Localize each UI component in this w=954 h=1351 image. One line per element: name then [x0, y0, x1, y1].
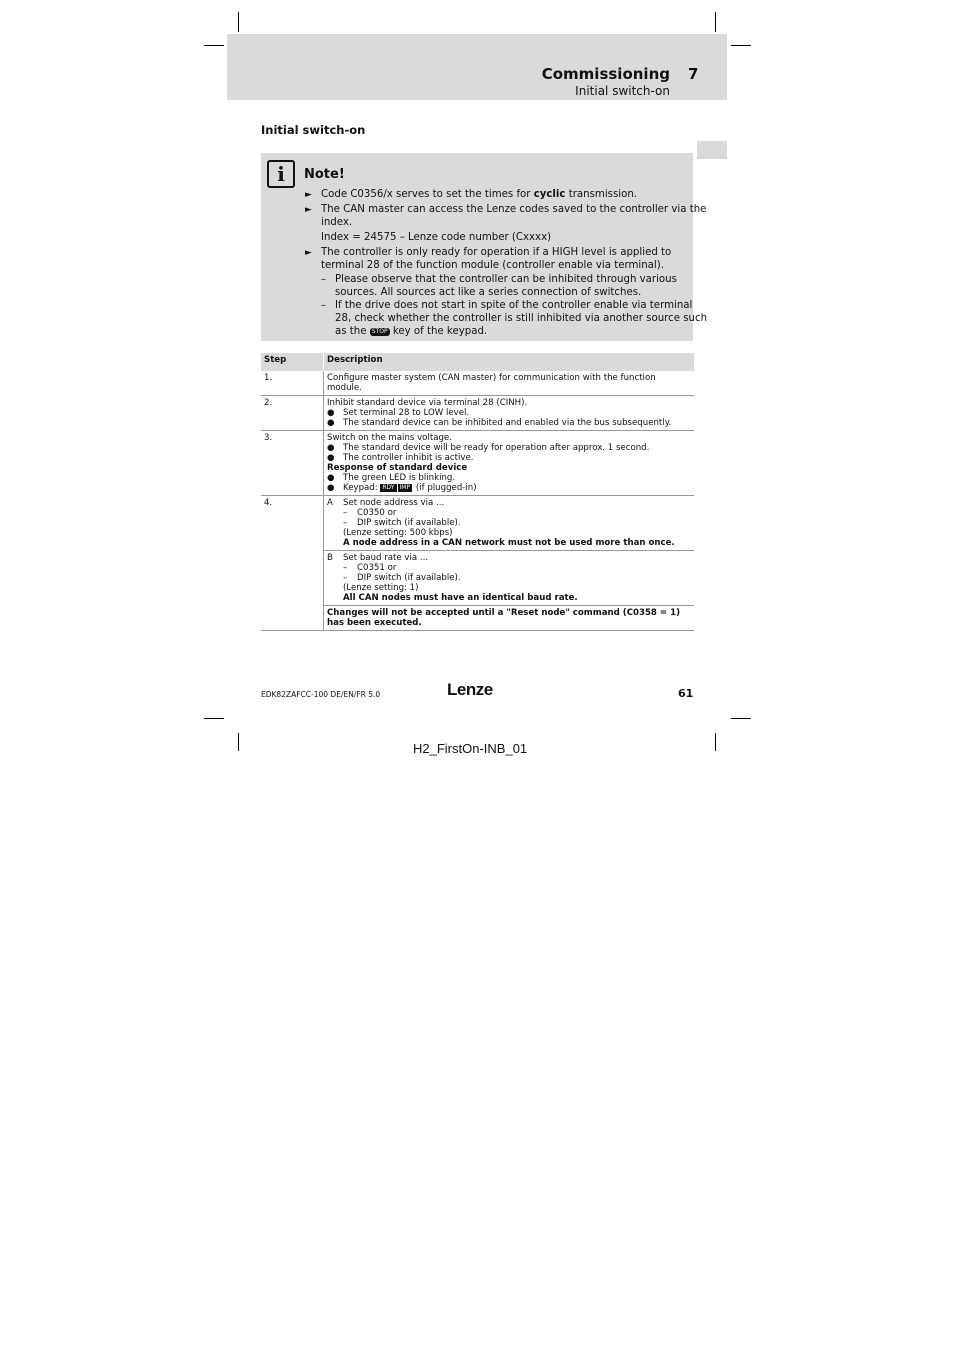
option-text: Set baud rate via ... [343, 553, 429, 563]
note-line: If the drive does not start in spite of the controller enable via terminal [335, 300, 693, 311]
list-item-text: (if plugged-in) [413, 483, 477, 493]
dash-icon: – [343, 508, 348, 518]
crop-mark [731, 718, 751, 719]
lenze-logo: Lenze [447, 680, 493, 699]
table-row [261, 606, 694, 631]
note-item-1-text [321, 188, 637, 201]
note-subitem-2 [321, 299, 326, 312]
chapter-number: 7 [688, 65, 699, 83]
note-line: Please observe that the controller can be inhibited through various [335, 274, 677, 285]
bullet-icon: ● [327, 483, 335, 493]
bullet-icon: ● [327, 473, 335, 483]
note-text: key of the keypad. [389, 326, 488, 337]
note-line: Index = 24575 – Lenze code number (Cxxxx) [321, 232, 552, 243]
step-number: 3. [261, 431, 324, 496]
option-text: Set node address via ... [343, 498, 445, 508]
bullet-icon: ● [327, 443, 335, 453]
page-number: 61 [678, 687, 694, 700]
option-b [327, 553, 691, 563]
step-number: 4. [261, 496, 324, 631]
arrow-icon: ► [305, 190, 312, 200]
imp-indicator-icon: IMP [399, 484, 411, 491]
note-subitem-1-text [335, 273, 677, 299]
list-item-text: DIP switch (if available). [357, 573, 461, 583]
rdy-indicator-icon: RDY [382, 484, 395, 491]
note-text: as the [335, 326, 370, 337]
bullet-icon: ● [327, 418, 335, 428]
note-line: The controller is only ready for operation if a HIGH level is applied to [321, 247, 672, 258]
lenze-setting: (Lenze setting: 500 kbps) [343, 528, 453, 538]
list-item [327, 483, 691, 493]
note-line: terminal 28 of the function module (controller enable via terminal). [321, 260, 664, 271]
list-item-text: Keypad: [343, 483, 381, 493]
note-line: 28, check whether the controller is still inhibited via another source such [335, 313, 708, 324]
list-item-text: C0350 or [357, 508, 397, 518]
dash-icon: – [343, 518, 348, 528]
note-line [335, 325, 707, 338]
list-item [327, 518, 691, 528]
note-text-bold: cyclic [533, 189, 566, 200]
dash-icon: – [343, 563, 348, 573]
crop-mark [731, 45, 751, 46]
table-row [261, 431, 694, 496]
bullet-icon: ● [327, 453, 335, 463]
step-number: 1. [261, 371, 324, 396]
list-item [327, 418, 691, 428]
list-item [327, 453, 691, 463]
dash-icon: – [321, 274, 326, 285]
note-line: sources. All sources act like a series connection of switches. [335, 287, 642, 298]
note-item-3-text [321, 246, 671, 272]
list-item-text: The standard device can be inhibited and enabled via the bus subsequently. [343, 418, 672, 428]
warning-text: A node address in a CAN network must not be used more than once. [343, 538, 675, 548]
steps-table [261, 353, 694, 631]
document-id: EDK82ZAFCC-100 DE/EN/FR 5.0 [261, 690, 381, 699]
list-item-text: DIP switch (if available). [357, 518, 461, 528]
note-text: transmission. [565, 189, 638, 200]
response-heading: Response of standard device [327, 463, 468, 473]
table-header-row [261, 353, 694, 371]
note-line: The CAN master can access the Lenze codes saved to the controller via the [321, 204, 707, 215]
bullet-icon: ● [327, 408, 335, 418]
crop-mark [204, 45, 224, 46]
list-item-text: C0351 or [357, 563, 397, 573]
note-item-2-text [321, 203, 706, 244]
arrow-icon: ► [305, 248, 312, 258]
chapter-title: Commissioning [541, 65, 670, 83]
step-number: 2. [261, 396, 324, 431]
list-item [327, 508, 691, 518]
step-description [324, 496, 695, 551]
dash-icon: – [343, 573, 348, 583]
chapter-subtitle: Initial switch-on [575, 84, 670, 98]
crop-mark [238, 12, 239, 32]
step-text: Switch on the mains voltage. [327, 433, 452, 443]
arrow-icon: ► [305, 205, 312, 215]
step-note: Changes will not be accepted until a "Reset node" command (C0358 = 1) has been executed. [324, 606, 695, 631]
column-header-step: Step [261, 353, 324, 371]
note-item-2 [305, 203, 312, 217]
note-subitem-1 [321, 273, 326, 286]
list-item [327, 573, 691, 583]
list-item [327, 408, 691, 418]
list-item [327, 563, 691, 573]
stop-key-icon: STOP [371, 328, 388, 335]
section-title: Initial switch-on [261, 123, 366, 137]
note-subitem-2-text [335, 299, 707, 338]
step-text: Inhibit standard device via terminal 28 (CINH). [327, 398, 528, 408]
lenze-setting: (Lenze setting: 1) [343, 583, 419, 593]
table-row [261, 551, 694, 606]
file-id: H2_FirstOn-INB_01 [413, 741, 528, 756]
note-line: index. [321, 217, 353, 228]
step-description: Configure master system (CAN master) for communication with the function module. [324, 371, 695, 396]
table-row [261, 371, 694, 396]
column-header-description: Description [324, 353, 695, 371]
thumb-tab-marker [697, 141, 727, 159]
crop-mark [715, 12, 716, 32]
table-row [261, 496, 694, 551]
crop-mark [715, 733, 716, 751]
list-item [327, 443, 691, 453]
crop-mark [238, 733, 239, 751]
note-title: Note! [304, 167, 345, 182]
option-letter: A [327, 498, 333, 508]
note-item-3 [305, 246, 312, 260]
option-a [327, 498, 691, 508]
step-description [324, 551, 695, 606]
list-item [327, 473, 691, 483]
crop-mark [204, 718, 224, 719]
option-letter: B [327, 553, 333, 563]
step-description [324, 431, 695, 496]
dash-icon: – [321, 300, 326, 311]
list-item-text: The green LED is blinking. [343, 473, 456, 483]
list-item-text: The standard device will be ready for operation after approx. 1 second. [343, 443, 650, 453]
list-item-text: The controller inhibit is active. [343, 453, 474, 463]
note-text: Code C0356/x serves to set the times for [321, 189, 534, 200]
step-description [324, 396, 695, 431]
note-item-1 [305, 188, 312, 202]
warning-text: All CAN nodes must have an identical baud rate. [343, 593, 578, 603]
info-icon: i [267, 160, 295, 188]
list-item-text: Set terminal 28 to LOW level. [343, 408, 470, 418]
table-row [261, 396, 694, 431]
